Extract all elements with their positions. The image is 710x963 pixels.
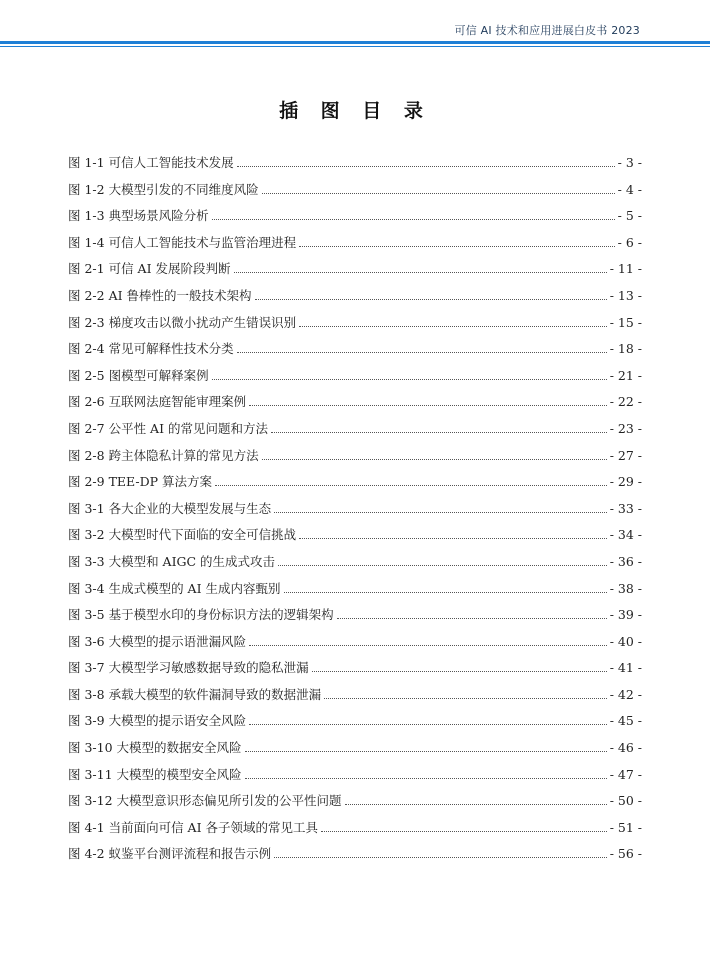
toc-leader-dots	[234, 272, 607, 273]
toc-entry-page: - 3 -	[617, 155, 642, 170]
toc-entry-page: - 39 -	[609, 607, 642, 623]
toc-entry[interactable]	[68, 632, 642, 659]
toc-entry[interactable]	[68, 685, 642, 712]
toc-entry[interactable]	[68, 366, 642, 393]
toc-entry-page: - 46 -	[609, 740, 642, 756]
toc-entry-page: - 50 -	[609, 793, 642, 809]
toc-entry[interactable]	[68, 392, 642, 419]
toc-entry-label: 图 2-7 公平性 AI 的常见问题和方法	[68, 420, 268, 436]
toc-entry-page: - 40 -	[609, 633, 642, 649]
toc-entry-label: 图 2-8 跨主体隐私计算的常见方法	[68, 447, 259, 463]
toc-entry-label: 图 3-3 大模型和 AIGC 的生成式攻击	[68, 553, 276, 569]
toc-leader-dots	[345, 804, 607, 805]
toc-leader-dots	[299, 246, 615, 247]
toc-entry-page: - 38 -	[609, 580, 642, 596]
toc-entry-page: - 33 -	[609, 500, 642, 516]
toc-leader-dots	[212, 219, 615, 220]
toc-entry[interactable]	[68, 472, 642, 499]
toc-entry-page: - 34 -	[609, 527, 642, 543]
toc-entry-label: 图 3-8 承载大模型的软件漏洞导致的数据泄漏	[68, 686, 322, 702]
toc-leader-dots	[337, 618, 607, 619]
toc-entry-page: - 51 -	[609, 819, 642, 835]
toc-entry-page: - 5 -	[617, 208, 642, 224]
toc-entry-label: 图 2-6 互联网法庭智能审理案例	[68, 394, 247, 410]
toc-entry[interactable]	[68, 579, 642, 606]
toc-leader-dots	[312, 671, 607, 672]
toc-entry[interactable]	[68, 180, 642, 207]
toc-entry-page: - 47 -	[609, 766, 642, 782]
toc-leader-dots	[324, 698, 607, 699]
toc-leader-dots	[321, 831, 607, 832]
toc-entry[interactable]	[68, 339, 642, 366]
toc-entry-label: 图 3-10 大模型的数据安全风险	[68, 740, 242, 756]
toc-entry[interactable]	[68, 286, 642, 313]
toc-entry[interactable]	[68, 499, 642, 526]
toc-entry-page: - 4 -	[617, 181, 642, 197]
toc-leader-dots	[274, 512, 607, 513]
toc-leader-dots	[278, 565, 607, 566]
toc-entry-label: 图 3-7 大模型学习敏感数据导致的隐私泄漏	[68, 660, 309, 676]
toc-entry[interactable]	[68, 818, 642, 845]
toc-entry-page: - 18 -	[609, 341, 642, 357]
toc-leader-dots	[215, 485, 607, 486]
toc-entry[interactable]	[68, 153, 642, 180]
toc-leader-dots	[284, 592, 607, 593]
toc-entry[interactable]	[68, 791, 642, 818]
toc-entry-page: - 36 -	[609, 553, 642, 569]
toc-leader-dots	[212, 379, 607, 380]
toc-leader-dots	[237, 166, 615, 167]
toc-entry-page: - 42 -	[609, 686, 642, 702]
toc-entry[interactable]	[68, 525, 642, 552]
header-rule-thin	[0, 46, 710, 47]
toc-entry[interactable]	[68, 419, 642, 446]
toc-entry-label: 图 3-9 大模型的提示语安全风险	[68, 713, 247, 729]
toc-leader-dots	[249, 724, 607, 725]
toc-leader-dots	[299, 538, 607, 539]
figure-list	[68, 153, 642, 871]
toc-leader-dots	[245, 751, 607, 752]
toc-leader-dots	[299, 326, 607, 327]
toc-entry-label: 图 3-11 大模型的模型安全风险	[68, 766, 242, 782]
toc-leader-dots	[249, 405, 607, 406]
toc-entry-page: - 15 -	[609, 314, 642, 330]
toc-entry[interactable]	[68, 313, 642, 340]
toc-entry-label: 图 2-9 TEE-DP 算法方案	[68, 474, 213, 490]
toc-entry[interactable]	[68, 738, 642, 765]
toc-entry-page: - 27 -	[609, 447, 642, 463]
toc-entry[interactable]	[68, 658, 642, 685]
toc-entry-label: 图 2-2 AI 鲁棒性的一般技术架构	[68, 287, 252, 303]
toc-entry-page: - 56 -	[609, 846, 642, 862]
toc-leader-dots	[245, 778, 607, 779]
toc-entry-label: 图 3-6 大模型的提示语泄漏风险	[68, 633, 247, 649]
toc-entry-label: 图 1-4 可信人工智能技术与监管治理进程	[68, 234, 297, 250]
toc-entry-label: 图 1-1 可信人工智能技术发展	[68, 155, 234, 170]
toc-entry-label: 图 3-4 生成式模型的 AI 生成内容甄别	[68, 580, 281, 596]
header-title: 可信 AI 技术和应用进展白皮书 2023	[454, 24, 640, 37]
toc-entry[interactable]	[68, 844, 642, 871]
toc-entry-label: 图 1-2 大模型引发的不同维度风险	[68, 181, 259, 197]
header-rule-thick	[0, 41, 710, 44]
toc-leader-dots	[262, 459, 607, 460]
toc-entry-label: 图 3-12 大模型意识形态偏见所引发的公平性问题	[68, 793, 342, 809]
toc-entry[interactable]	[68, 206, 642, 233]
toc-entry-page: - 23 -	[609, 420, 642, 436]
toc-entry-page: - 29 -	[609, 474, 642, 490]
toc-entry-page: - 13 -	[609, 287, 642, 303]
toc-entry-label: 图 2-5 图模型可解释案例	[68, 367, 209, 383]
toc-entry[interactable]	[68, 605, 642, 632]
toc-entry[interactable]	[68, 446, 642, 473]
page-header	[0, 0, 710, 48]
toc-entry-label: 图 3-5 基于模型水印的身份标识方法的逻辑架构	[68, 607, 334, 623]
toc-entry[interactable]	[68, 765, 642, 792]
toc-entry-page: - 41 -	[609, 660, 642, 676]
toc-leader-dots	[262, 193, 615, 194]
toc-leader-dots	[271, 432, 607, 433]
toc-entry[interactable]	[68, 711, 642, 738]
toc-entry-page: - 45 -	[609, 713, 642, 729]
toc-entry-label: 图 3-2 大模型时代下面临的安全可信挑战	[68, 527, 297, 543]
toc-entry-page: - 11 -	[609, 261, 642, 277]
toc-entry-page: - 6 -	[617, 234, 642, 250]
toc-entry-label: 图 2-4 常见可解释性技术分类	[68, 341, 234, 357]
toc-entry-page: - 22 -	[609, 394, 642, 410]
page-title: 插 图 目 录	[279, 100, 431, 122]
toc-leader-dots	[255, 299, 607, 300]
toc-entry-page: - 21 -	[609, 367, 642, 383]
toc-entry-label: 图 4-2 蚁鉴平台测评流程和报告示例	[68, 846, 272, 862]
toc-entry[interactable]	[68, 233, 642, 260]
toc-leader-dots	[249, 645, 607, 646]
toc-leader-dots	[274, 857, 607, 858]
toc-leader-dots	[237, 352, 607, 353]
toc-entry[interactable]	[68, 259, 642, 286]
toc-entry-label: 图 4-1 当前面向可信 AI 各子领域的常见工具	[68, 819, 318, 835]
toc-entry-label: 图 2-1 可信 AI 发展阶段判断	[68, 261, 231, 277]
toc-entry-label: 图 2-3 梯度攻击以微小扰动产生错误识别	[68, 314, 297, 330]
toc-entry-label: 图 1-3 典型场景风险分析	[68, 208, 209, 224]
toc-entry[interactable]	[68, 552, 642, 579]
toc-entry-label: 图 3-1 各大企业的大模型发展与生态	[68, 500, 272, 516]
